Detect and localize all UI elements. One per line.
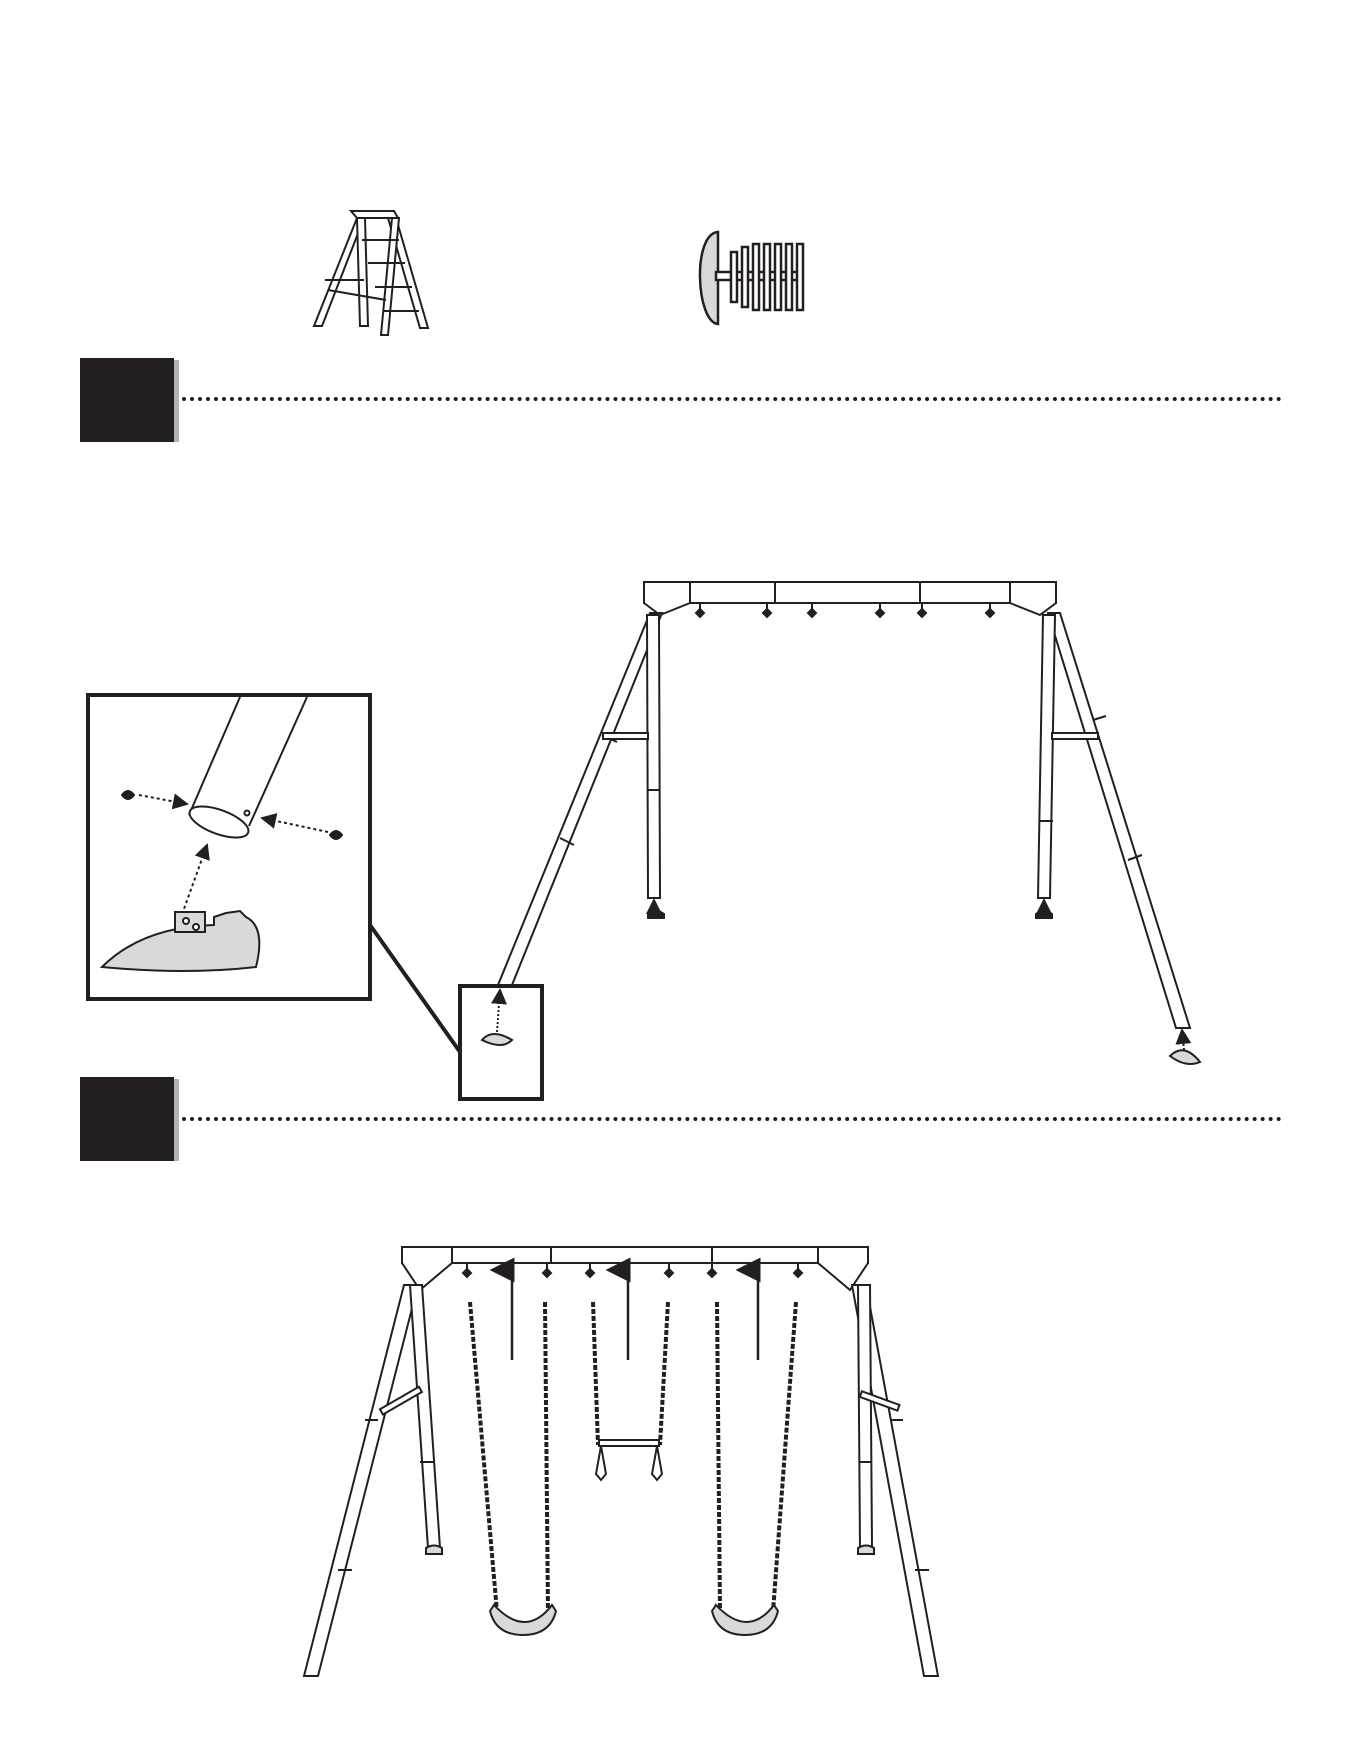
step-ladder-icon [314,211,428,335]
swing-set-step2 [304,1247,938,1676]
detail-callout [88,695,542,1099]
leg-end-detail [102,697,342,971]
swing-frame-step1 [482,582,1200,1064]
tube-plug-icon [700,232,803,324]
